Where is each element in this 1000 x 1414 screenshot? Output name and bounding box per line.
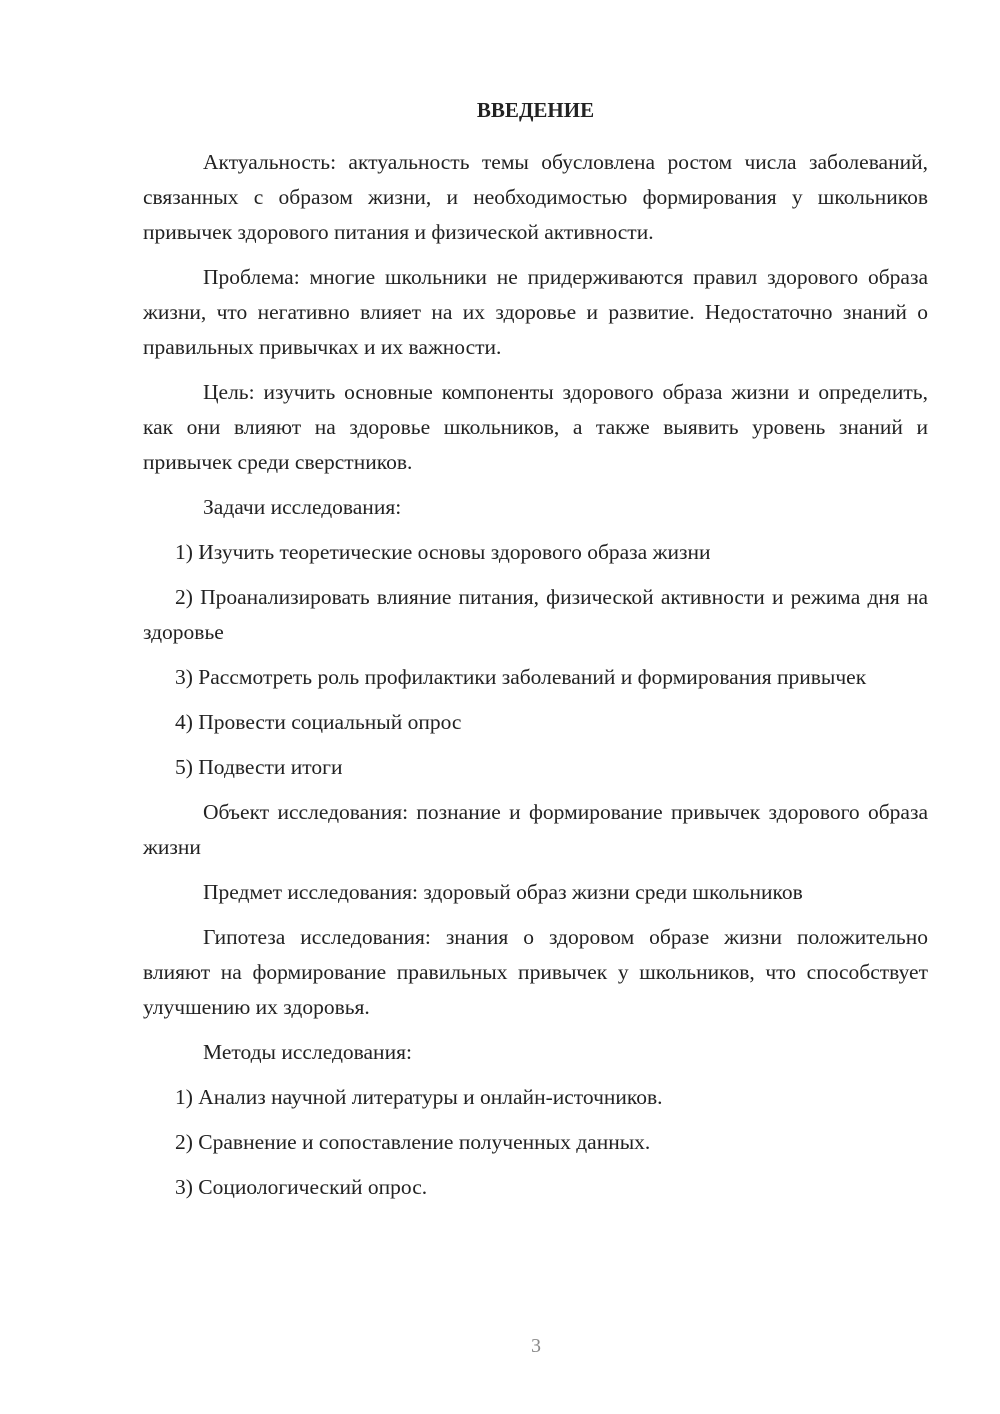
task-item: 2) Проанализировать влияние питания, физической активности и режима дня на здоровье xyxy=(143,585,928,644)
page-number: 3 xyxy=(531,1335,541,1357)
object-paragraph: Объект исследования: познание и формирование привычек здорового образа жизни xyxy=(143,800,928,859)
subject-paragraph: Предмет исследования: здоровый образ жизни среди школьников xyxy=(203,880,803,904)
hypothesis-paragraph: Гипотеза исследования: знания о здоровом образе жизни положительно влияют на формирование правильных привычек у школьников, что способствует улучшению их здоровья. xyxy=(143,925,928,1019)
method-item: 2) Сравнение и сопоставление полученных данных. xyxy=(175,1130,651,1154)
tasks-heading: Задачи исследования: xyxy=(203,495,402,519)
document-body xyxy=(143,93,928,1215)
task-item: 5) Подвести итоги xyxy=(175,755,343,779)
relevance-paragraph: Актуальность: актуальность темы обусловлена ростом числа заболеваний, связанных с образом жизни, и необходимостью формирования у школьников привычек здорового питания и физической активности. xyxy=(143,150,928,244)
goal-paragraph: Цель: изучить основные компоненты здорового образа жизни и определить, как они влияют на здоровье школьников, а также выявить уровень знаний и привычек среди сверстников. xyxy=(143,380,928,474)
method-item: 3) Социологический опрос. xyxy=(175,1175,428,1199)
task-item: 4) Провести социальный опрос xyxy=(175,710,462,734)
method-item: 1) Анализ научной литературы и онлайн-источников. xyxy=(175,1085,663,1109)
task-item: 3) Рассмотреть роль профилактики заболеваний и формирования привычек xyxy=(175,665,867,689)
methods-heading: Методы исследования: xyxy=(203,1040,412,1064)
problem-paragraph: Проблема: многие школьники не придерживаются правил здорового образа жизни, что негативно влияет на их здоровье и развитие. Недостаточно знаний о правильных привычках и их важности. xyxy=(143,265,928,359)
task-item: 1) Изучить теоретические основы здорового образа жизни xyxy=(175,540,711,564)
page-title: ВВЕДЕНИЕ xyxy=(476,98,595,122)
